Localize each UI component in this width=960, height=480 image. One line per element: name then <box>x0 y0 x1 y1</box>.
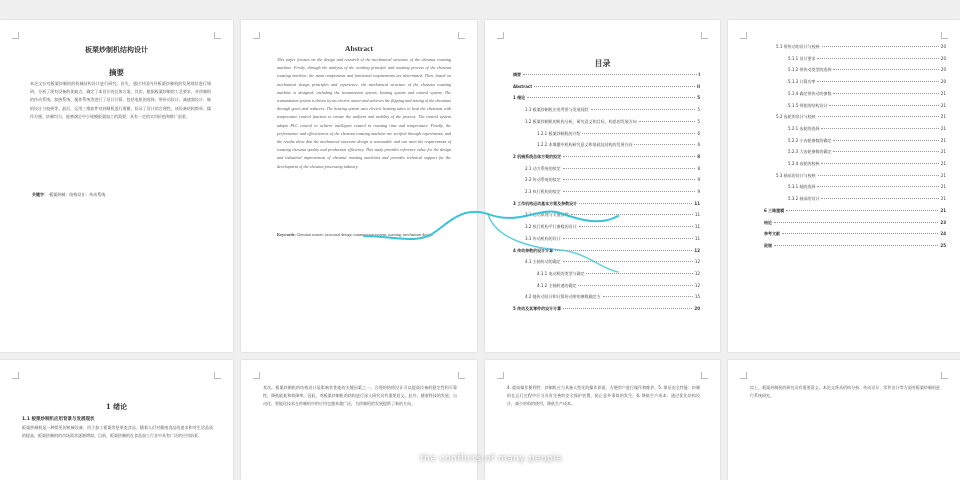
toc-entry-label: 5.1 带传动的设计与校核 <box>776 44 820 49</box>
toc-entry-page: 8 <box>697 153 700 159</box>
toc-entry[interactable] <box>525 259 700 265</box>
toc-entry[interactable] <box>537 283 700 289</box>
toc-entry[interactable] <box>525 212 700 218</box>
toc-entry[interactable] <box>788 149 946 155</box>
toc-entry[interactable] <box>537 271 700 277</box>
toc-leader-dots <box>586 273 692 274</box>
toc-entry-label: 2.3 执行机构的拟定 <box>525 189 561 194</box>
toc-entry-label: 5.3 轴承的设计与校核 <box>776 172 816 178</box>
page-corner-mark <box>458 32 465 39</box>
page-corner-mark <box>941 32 948 39</box>
toc-leader-dots <box>563 261 693 262</box>
keywords-value: 板栗炒制；结构设计；传动系统 <box>49 192 106 197</box>
toc-entry[interactable] <box>764 208 946 214</box>
section-title: 1.1 板栗炒制机应用背景与发展现状 <box>22 417 95 422</box>
toc-entry[interactable] <box>513 201 700 207</box>
toc-entry-page: 21 <box>940 161 946 166</box>
toc-entry-page: 11 <box>694 235 700 241</box>
section-body: 板栗炒制机是一种常见的机械设备，用于加工板栗等坚果类食品。随着人们对健康食品的追求和对生活品质的提高，板栗炒制机的市场需求逐渐增加。目前，板栗炒制机在食品加工行业中具有广泛的应用前景。 <box>22 425 213 439</box>
toc-entry-label: 5.2.3 大齿轮参数的确定 <box>788 149 832 155</box>
page-body-text: 4. 提高操作便利性：炒制机应当具备人性化的操作界面，方便用户进行操作和维护。5. 保证安全性能：炒制机在运行过程中应当具有完善的安全保护装置，防止意外事故的发生。6. 降低生产成本：通过优化结构设计，减少材料的使用，降低生产成本。 <box>507 385 700 407</box>
video-subtitle: the conflicts of many people <box>420 454 563 464</box>
toc-entry-page: 6 <box>697 130 700 136</box>
toc-leader-dots <box>774 245 938 246</box>
toc-entry-page: 9 <box>697 189 700 194</box>
toc-entry-label: 2.2 传动系统的拟定 <box>525 177 561 183</box>
toc-entry-label: 1.1 板栗炒制机应用背景与发展现状 <box>525 107 589 113</box>
toc-entry-label: 6 三维建模 <box>764 207 785 213</box>
toc-leader-dots <box>821 128 938 129</box>
toc-entry[interactable] <box>788 79 946 85</box>
toc-leader-dots <box>833 69 938 70</box>
toc-entry-page: 21 <box>940 184 946 190</box>
page-corner-mark <box>740 32 747 39</box>
toc-leader-dots <box>563 191 696 192</box>
toc-entry-page: 12 <box>694 270 700 276</box>
toc-entry-label: Abstract <box>513 83 533 89</box>
toc-entry-page: 12 <box>694 259 700 265</box>
toc-entry-label: 5.1.2 带传动类型的选择 <box>788 67 832 73</box>
toc-entry-page: 9 <box>697 177 700 183</box>
toc-entry[interactable] <box>788 184 946 190</box>
page-toc <box>485 20 720 352</box>
toc-leader-dots <box>818 116 939 117</box>
page-corner-mark <box>941 372 948 379</box>
toc-entry-page: II <box>697 83 700 89</box>
toc-entry-page: 11 <box>694 212 700 218</box>
toc-leader-dots <box>579 203 692 204</box>
page-body-8 <box>728 360 960 480</box>
toc-entry[interactable] <box>776 173 946 179</box>
toc-entry-label: 3 工作机构运动基本方案及参数设计 <box>513 200 578 206</box>
toc-entry[interactable] <box>525 236 700 242</box>
toc-entry-page: 21 <box>940 137 946 143</box>
toc-entry[interactable] <box>788 126 946 132</box>
toc-entry-label: 5.2.2 小齿轮参数的确定 <box>788 137 832 143</box>
toc-entry-label: 1.2.1 板栗炒制机的介绍 <box>537 130 581 136</box>
toc-entry-page: 8 <box>697 165 700 171</box>
toc-leader-dots <box>833 93 938 94</box>
toc-entry-page: 21 <box>940 102 946 108</box>
toc-entry-label: 2 机械系统总体方案的拟定 <box>513 153 562 159</box>
keywords-label: 关键字： <box>32 192 48 197</box>
toc-entry-page: 5 <box>697 107 700 113</box>
toc-leader-dots <box>833 140 938 141</box>
page-corner-mark <box>701 372 708 379</box>
toc-entry[interactable] <box>513 306 700 312</box>
toc-entry-label: 4.1.1 电动机的类型与确定 <box>537 270 585 276</box>
toc-leader-dots <box>591 109 696 110</box>
toc-leader-dots <box>582 133 695 134</box>
toc-entry[interactable] <box>513 84 700 89</box>
toc-entry-page: 21 <box>940 149 946 155</box>
toc-leader-dots <box>534 86 695 87</box>
toc-entry-label: 参考文献 <box>764 231 780 237</box>
toc-entry-label: 3.2 执行机构平行参数的设计 <box>525 224 577 230</box>
toc-entry-label: 1.2.2 本课题中机构研究意义和基础及结构的发展方向 <box>537 142 633 148</box>
keywords-line <box>32 192 105 198</box>
toc-entry-page: 21 <box>940 196 946 202</box>
toc-entry[interactable] <box>525 294 700 300</box>
toc-entry[interactable] <box>788 138 946 144</box>
toc-leader-dots <box>563 179 696 180</box>
keywords-en-value: Chestnut roaster; structural design; transmission system; roasting; mechanism design <box>296 232 433 237</box>
chapter-title: 1 绪论 <box>105 402 128 411</box>
toc-entry-page: 23 <box>940 219 946 225</box>
toc-leader-dots <box>786 210 938 211</box>
toc-entry-page: 20 <box>940 55 946 61</box>
toc-entry-label: 4.1.2 主轴转速的确定 <box>537 282 577 288</box>
abstract-en-body: This paper focuses on the design and research of the mechanical structure of the chestnut roasting machine. Firstly, through the analysis of the working principle and roasting process of the chestnut roasting machine, the main components and functional requirements are determined. Then, based on mechanical design principles and experience, the mechanical structure of the chestnut roasting machine is designed, including the transmission system, heating system and control system. The transmission system is driven by an electric motor and achieves the flipping and mixing of the chestnuts through gears and reducers. The heating system uses electric heating tubes to heat the chestnuts with temperature control function to ensure the uniform and stability of the process. The control system adopts PLC control to achieve intelligent control in roasting time and temperature. Finally, the performance and effectiveness of the chestnut roasting machine are verified through experiments, and the results show that the mechanical structure design is reasonable and can meet the requirements of roasting chestnut quality and production efficiency. This study provides reference value for the design and industrial improvement of chestnut roasting machines and provides technical support for the development of the chestnut processing industry. <box>277 57 451 169</box>
toc-entry[interactable] <box>788 103 946 109</box>
toc-entry-label: 2.1 动力系统的拟定 <box>525 165 561 171</box>
toc-entry[interactable] <box>776 44 946 50</box>
toc-entry-label: 3.3 传动机构的设计 <box>525 235 561 241</box>
keywords-en-label: Keywords: <box>277 232 296 237</box>
page-corner-mark <box>253 372 260 379</box>
toc-entry[interactable] <box>788 56 946 62</box>
toc-entry-page: 12 <box>694 282 700 288</box>
toc-entry-label: 5 传动及其零件的设计计算 <box>513 306 562 311</box>
toc-entry[interactable] <box>525 166 700 172</box>
toc-leader-dots <box>822 46 939 47</box>
toc-entry-label: 3.1 运动原理与关键参数 <box>525 212 569 218</box>
toc-entry-label: 5.2.4 齿轮的校核 <box>788 161 820 166</box>
toc-entry[interactable] <box>764 231 946 237</box>
abstract-en-heading: Abstract <box>345 44 373 53</box>
toc-entry[interactable] <box>788 196 946 202</box>
toc-entry-label: 5.1.3 计算功率 <box>788 79 816 85</box>
toc-entry-label: 摘要 <box>513 72 521 77</box>
toc-entry-page: 20 <box>940 67 946 73</box>
toc-entry[interactable] <box>788 161 946 167</box>
toc-entry-label: 致谢 <box>764 242 772 248</box>
toc-entry-page: 20 <box>940 44 946 49</box>
page-corner-mark <box>497 372 504 379</box>
toc-entry-label: 5.1.1 设计要求 <box>788 55 816 61</box>
toc-entry-label: 4 传动参数的设计计算 <box>513 247 554 253</box>
page-corner-mark <box>214 372 221 379</box>
toc-entry-label: 5.3.2 轴承的设计 <box>788 196 820 202</box>
page-toc-continued <box>728 20 960 352</box>
toc-entry-label: 5.1.5 带轮的结构设计 <box>788 102 828 108</box>
toc-entry-label: 1.2 板栗炒制机的机构分析、研究意义和目标、构思的发展方向 <box>525 118 637 124</box>
toc-entry-label: 5.1.4 确定带传动的参数 <box>788 90 832 96</box>
toc-entry-page: 21 <box>940 114 946 120</box>
toc-entry[interactable] <box>513 95 700 101</box>
toc-entry[interactable] <box>513 248 700 254</box>
toc-leader-dots <box>639 121 696 122</box>
toc-entry-page: 5 <box>697 95 700 101</box>
toc-leader-dots <box>579 226 693 227</box>
toc-entry[interactable] <box>513 154 700 160</box>
toc-leader-dots <box>563 156 695 157</box>
toc-leader-dots <box>634 144 695 145</box>
abstract-body: 本论文针对板栗炒制机的机械结构设计进行研究。首先，通过对国内外板栗炒制机的发展现状进行调研，分析了现有设备的优缺点，确定了本设计的总体方案。其次，根据板栗炒制的工艺要求，对炒制机的传动系统、加热系统、搅拌系统等进行了设计计算，包括电机的选择、带传动设计、减速器设计、轴的设计与校核等。最后，运用三维软件对炒制机进行建模，验证了设计的合理性。该设备结构简单、操作方便、炒制均匀，能够满足中小规模板栗加工的需要，具有一定的实用价值和推广前景。 <box>30 81 211 119</box>
toc-leader-dots <box>563 238 693 239</box>
page-en-abstract <box>241 20 477 352</box>
toc-entry-page: 24 <box>940 231 946 237</box>
toc-leader-dots <box>821 163 938 164</box>
toc-entry-page: 11 <box>694 224 700 230</box>
toc-entry[interactable] <box>525 189 700 195</box>
toc-leader-dots <box>829 105 938 106</box>
toc-entry[interactable] <box>525 177 700 183</box>
page-corner-mark <box>12 372 19 379</box>
toc-leader-dots <box>833 151 938 152</box>
toc-entry[interactable] <box>525 119 700 125</box>
toc-entry-label: 1 绪论 <box>513 95 526 101</box>
abstract-heading: 摘要 <box>109 68 124 77</box>
page-corner-mark <box>458 372 465 379</box>
toc-entry[interactable] <box>764 220 946 226</box>
toc-entry[interactable] <box>788 67 946 73</box>
toc-leader-dots <box>563 168 696 169</box>
toc-entry-page: 21 <box>940 172 946 178</box>
toc-leader-dots <box>774 222 938 223</box>
toc-entry[interactable] <box>537 131 700 137</box>
toc-leader-dots <box>578 285 692 286</box>
page-body-text: 其次，板栗炒制机的结构设计是影响其性能的关键因素之一。合理的结构设计可以提高设备的稳定性和可靠性，降低能耗和故障率。因此，对板栗炒制机的结构进行深入研究具有重要意义。此外，随着科技的发展，自动化、智能化技术在炒制机中的应用也越来越广泛，为炒制机的发展提供了新的方向。 <box>263 385 457 407</box>
toc-entry-page: I <box>698 72 700 77</box>
toc-entry-page: 21 <box>940 125 946 131</box>
page-corner-mark <box>740 372 747 379</box>
toc-entry-page: 5 <box>697 118 700 124</box>
toc-entry-page: 20 <box>940 79 946 85</box>
toc-entry-label: 4.1 主轴传动的确定 <box>525 259 561 265</box>
toc-entry-page: 21 <box>940 90 946 96</box>
page-chapter-1 <box>0 360 233 480</box>
toc-heading: 目录 <box>594 58 611 68</box>
toc-entry[interactable] <box>788 91 946 97</box>
toc-leader-dots <box>523 74 697 75</box>
toc-entry[interactable] <box>513 72 700 78</box>
toc-entry-page: 6 <box>697 142 700 148</box>
toc-entry-page: 20 <box>694 306 700 311</box>
page-corner-mark <box>253 32 260 39</box>
toc-entry-page: 11 <box>694 200 700 206</box>
keywords-en-line <box>277 232 451 237</box>
toc-leader-dots <box>817 81 938 82</box>
toc-leader-dots <box>782 233 938 234</box>
toc-entry-label: 5.2 齿轮的设计与校核 <box>776 114 816 120</box>
toc-leader-dots <box>563 308 692 309</box>
toc-entry-page: 15 <box>694 294 700 300</box>
page-corner-mark <box>701 32 708 39</box>
page-corner-mark <box>214 32 221 39</box>
page-body-text: 综上，板栗炒制机的研究具有重要意义。本论文将从机构分析、传动设计、零件设计等方面对板栗炒制机进行系统研究。 <box>750 385 940 399</box>
toc-entry-page: 12 <box>694 247 700 253</box>
toc-entry[interactable] <box>764 243 946 249</box>
toc-leader-dots <box>571 214 693 215</box>
page-corner-mark <box>497 32 504 39</box>
toc-leader-dots <box>817 58 938 59</box>
thesis-title: 板栗炒制机结构设计 <box>85 45 148 54</box>
toc-leader-dots <box>821 198 938 199</box>
page-corner-mark <box>12 32 19 39</box>
toc-entry-page: 25 <box>940 242 946 248</box>
toc-entry-label: 结论 <box>764 219 772 225</box>
toc-entry-label: 5.3.1 轴的选择 <box>788 184 816 190</box>
toc-entry-page: 21 <box>940 207 946 213</box>
toc-leader-dots <box>527 97 695 98</box>
toc-leader-dots <box>818 175 939 176</box>
toc-entry[interactable] <box>537 142 700 148</box>
toc-entry-label: 4.2 链传动设计和计算传动带的参数确定方 <box>525 294 601 300</box>
toc-entry[interactable] <box>525 224 700 230</box>
toc-entry[interactable] <box>776 114 946 120</box>
toc-entry-label: 5.2.1 齿轮的选择 <box>788 125 820 131</box>
toc-leader-dots <box>555 250 692 251</box>
toc-entry[interactable] <box>525 107 700 113</box>
toc-leader-dots <box>817 186 938 187</box>
page-cn-abstract <box>0 20 233 352</box>
toc-leader-dots <box>603 296 693 297</box>
